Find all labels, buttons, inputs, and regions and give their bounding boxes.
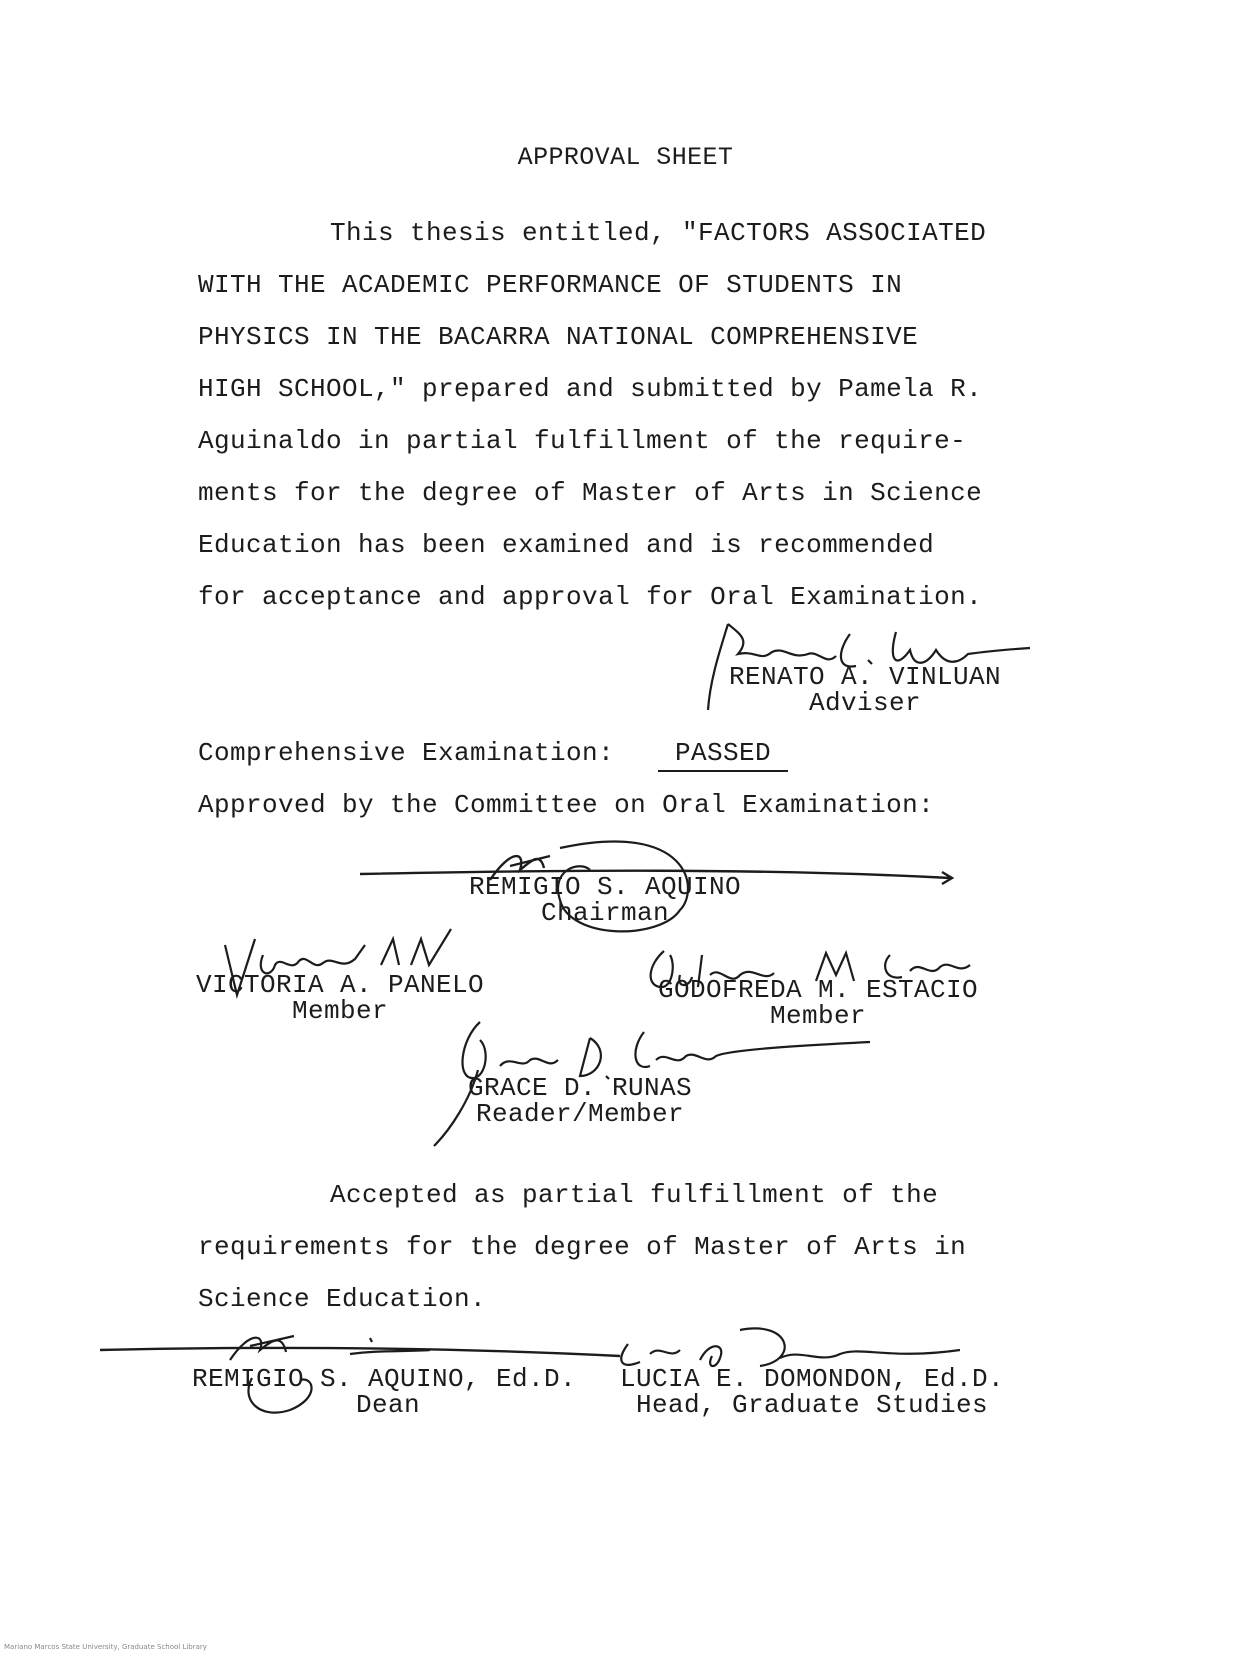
- runas-name: GRACE D. RUNAS: [467, 1073, 693, 1103]
- estacio-role: Member: [769, 1001, 866, 1031]
- acceptance-line: Accepted as partial fulfillment of the: [330, 1180, 939, 1210]
- scan-footer: Mariano Marcos State University, Graduate School Library: [4, 1643, 207, 1651]
- adviser-name: RENATO A. VINLUAN: [728, 662, 1002, 692]
- body-line: PHYSICS IN THE BACARRA NATIONAL COMPREHENSIVE: [198, 322, 919, 352]
- body-line: for acceptance and approval for Oral Examination.: [198, 582, 983, 612]
- chairman-name: REMIGIO S. AQUINO: [468, 872, 742, 902]
- dean-name: REMIGIO S. AQUINO, Ed.D.: [192, 1364, 577, 1394]
- body-line: Education has been examined and is recommended: [198, 530, 935, 560]
- head-role: Head, Graduate Studies: [636, 1390, 989, 1420]
- body-line: WITH THE ACADEMIC PERFORMANCE OF STUDENTS IN: [198, 270, 903, 300]
- body-line: This thesis entitled, "FACTORS ASSOCIATED: [330, 218, 987, 248]
- chairman-role: Chairman: [540, 898, 670, 928]
- panelo-name: VICTORIA A. PANELO: [195, 970, 485, 1000]
- body-line: HIGH SCHOOL," prepared and submitted by Pamela R.: [198, 374, 983, 404]
- body-line: ments for the degree of Master of Arts in Science: [198, 478, 983, 508]
- page-title: APPROVAL SHEET: [517, 143, 734, 172]
- acceptance-line: requirements for the degree of Master of Arts in: [198, 1232, 967, 1262]
- estacio-name: GODOFREDA M. ESTACIO: [657, 975, 979, 1005]
- comprehensive-result: PASSED: [675, 738, 772, 768]
- result-underline: [658, 770, 788, 772]
- dean-role: Dean: [356, 1390, 421, 1420]
- acceptance-line: Science Education.: [198, 1284, 487, 1314]
- panelo-role: Member: [291, 996, 388, 1026]
- head-name: LUCIA E. DOMONDON, Ed.D.: [620, 1364, 1005, 1394]
- adviser-role: Adviser: [808, 688, 922, 718]
- runas-role: Reader/Member: [475, 1099, 685, 1129]
- comprehensive-label: Comprehensive Examination:: [198, 738, 615, 768]
- body-line: Aguinaldo in partial fulfillment of the require-: [198, 426, 967, 456]
- committee-heading: Approved by the Committee on Oral Examination:: [198, 790, 935, 820]
